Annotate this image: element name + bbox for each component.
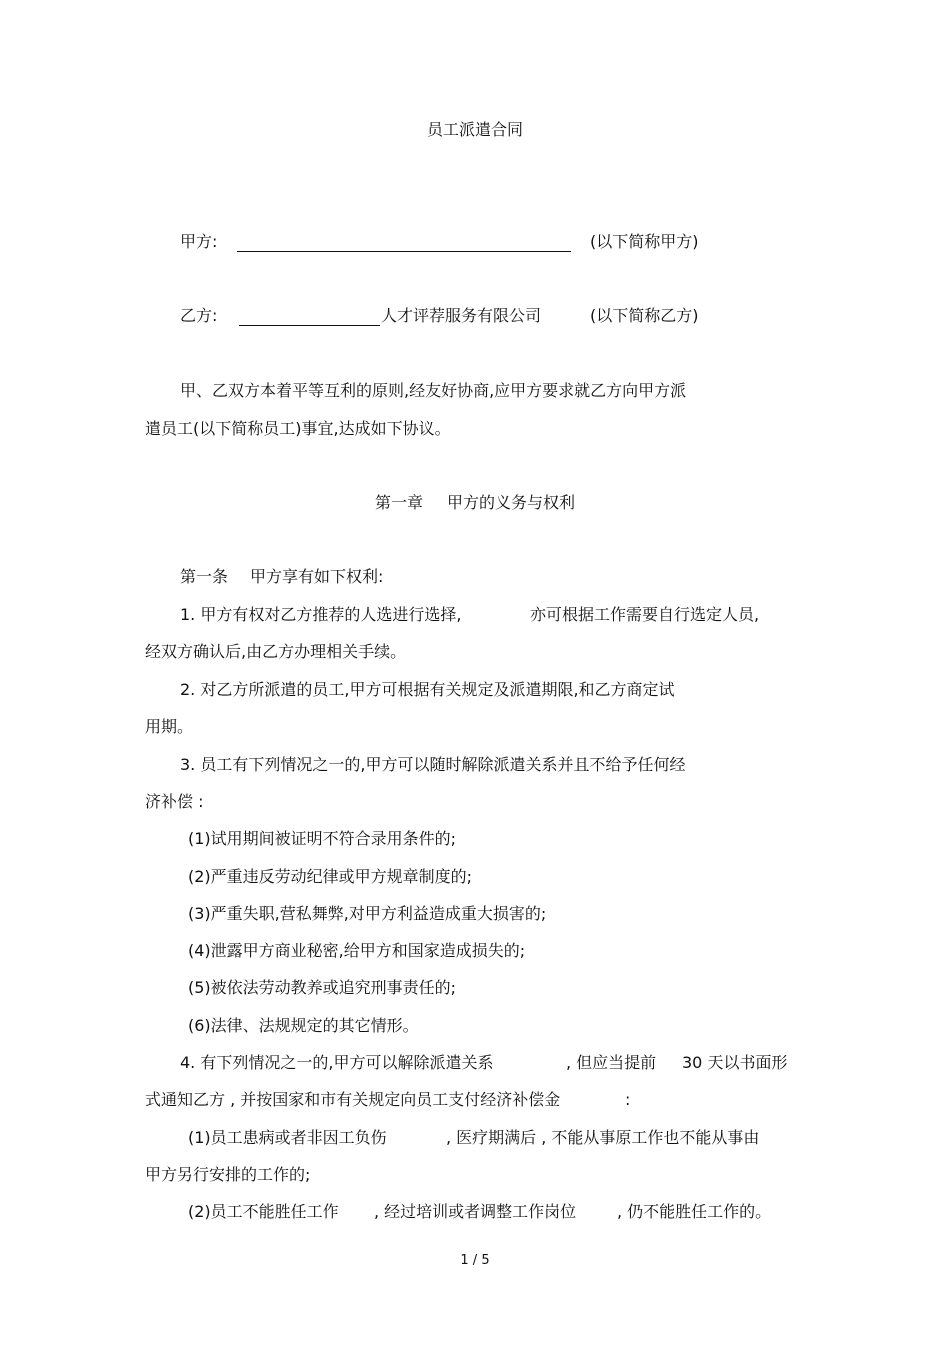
page-number: 1 / 5: [460, 1253, 490, 1268]
item-4-sub-2-a: (2)员工不能胜任工作: [188, 1202, 339, 1221]
item-4-line-a: 4. 有下列情况之一的,甲方可以解除派遣关系: [180, 1053, 494, 1072]
item-1-line-a: 1. 甲方有权对乙方推荐的人选进行选择,: [180, 605, 462, 624]
party-a-suffix: (以下简称甲方): [590, 232, 699, 251]
item-4-sub-1-b: , 医疗期满后 , 不能从事原工作也不能从事由: [446, 1128, 760, 1147]
item-3-cont: 济补偿 :: [145, 792, 204, 811]
item-4-sub-1-a: (1)员工患病或者非因工负伤: [188, 1128, 387, 1147]
item-4-line-c: 30 天以书面形: [682, 1053, 788, 1072]
item-4-sub-2-b: , 经过培训或者调整工作岗位: [374, 1202, 577, 1221]
party-b-suffix: (以下简称乙方): [590, 306, 699, 325]
intro-line-1: 甲、乙双方本着平等互利的原则,经友好协商,应甲方要求就乙方向甲方派: [180, 381, 687, 400]
item-3-sub-2: (2)严重违反劳动纪律或甲方规章制度的;: [188, 867, 473, 886]
item-1-cont: 经双方确认后,由乙方办理相关手续。: [145, 642, 407, 661]
party-a-label: 甲方:: [180, 232, 218, 251]
item-4-sub-1-cont: 甲方另行安排的工作的;: [145, 1165, 311, 1184]
item-3-sub-6: (6)法律、法规规定的其它情形。: [188, 1016, 419, 1035]
item-3-sub-4: (4)泄露甲方商业秘密,给甲方和国家造成损失的;: [188, 941, 526, 960]
item-2-line: 2. 对乙方所派遣的员工,甲方可根据有关规定及派遣期限,和乙方商定试: [180, 680, 675, 699]
party-a-underline: [237, 233, 571, 252]
intro-line-2: 遣员工(以下简称员工)事宜,达成如下协议。: [145, 419, 451, 438]
item-1-line-b: 亦可根据工作需要自行选定人员,: [530, 605, 760, 624]
chapter-title: 甲方的义务与权利: [447, 493, 576, 512]
party-b-company: 人才评荐服务有限公司: [381, 306, 542, 325]
item-4-cont-a: 式通知乙方 , 并按国家和市有关规定向员工支付经济补偿金: [145, 1090, 561, 1109]
article-1-heading: [180, 567, 383, 587]
party-b-label: 乙方:: [180, 306, 218, 325]
chapter-number: 第一章: [374, 493, 423, 512]
item-3-sub-5: (5)被依法劳动教养或追究刑事责任的;: [188, 978, 457, 997]
chapter-heading: [0, 493, 950, 513]
document-title: 员工派遣合同: [426, 120, 523, 139]
party-a-blank: [237, 232, 571, 252]
party-b-blank: [239, 306, 380, 326]
item-3-sub-3: (3)严重失职,营私舞弊,对甲方利益造成重大损害的;: [188, 904, 547, 923]
item-4-cont-b: :: [625, 1090, 631, 1109]
item-2-cont: 用期。: [145, 717, 194, 736]
item-4-line-b: , 但应当提前: [566, 1053, 657, 1072]
article-title: 甲方享有如下权利:: [250, 567, 384, 586]
item-3-sub-1: (1)试用期间被证明不符合录用条件的;: [188, 829, 457, 848]
article-number: 第一条: [180, 567, 229, 586]
item-4-sub-2-c: , 仍不能胜任工作的。: [617, 1202, 772, 1221]
party-b-underline: [239, 307, 380, 326]
item-3-line: 3. 员工有下列情况之一的,甲方可以随时解除派遣关系并且不给予任何经: [180, 755, 686, 774]
